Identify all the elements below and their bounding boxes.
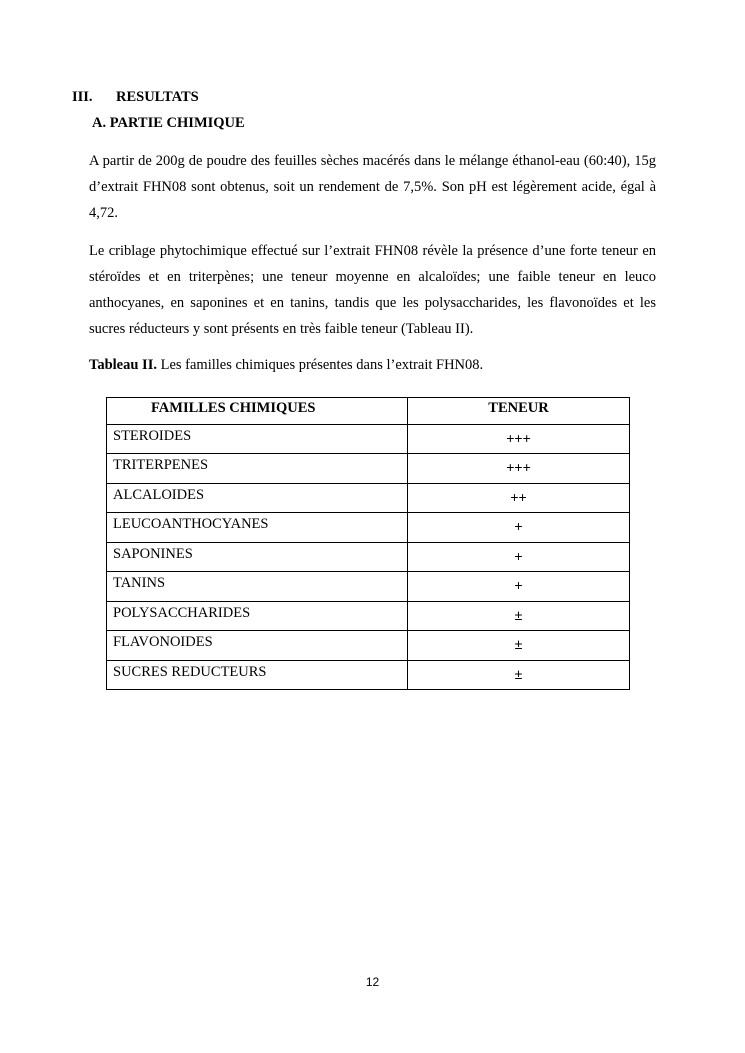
section-heading [72, 89, 199, 106]
content-cell: +++ [408, 424, 630, 454]
content-cell: +++ [408, 454, 630, 484]
subsection-heading: A. PARTIE CHIMIQUE [92, 115, 245, 131]
table-caption-label: Tableau II. [89, 357, 157, 373]
section-title: RESULTATS [116, 89, 199, 105]
content-cell: ± [408, 660, 630, 690]
family-cell: POLYSACCHARIDES [107, 601, 408, 631]
content-cell: + [408, 572, 630, 602]
table-row [107, 513, 630, 543]
content-cell: + [408, 513, 630, 543]
content-cell: ++ [408, 483, 630, 513]
table-caption-text: Les familles chimiques présentes dans l’extrait FHN08. [156, 357, 484, 373]
section-number: III. [72, 89, 93, 105]
family-cell: FLAVONOIDES [107, 631, 408, 661]
family-cell: SUCRES REDUCTEURS [107, 660, 408, 690]
content-cell: + [408, 542, 630, 572]
family-cell: LEUCOANTHOCYANES [107, 513, 408, 543]
family-cell: STEROIDES [107, 424, 408, 454]
family-cell: SAPONINES [107, 542, 408, 572]
family-cell: TANINS [107, 572, 408, 602]
header-content: TENEUR [408, 398, 630, 425]
content-cell: ± [408, 631, 630, 661]
family-cell: TRITERPENES [107, 454, 408, 484]
paragraph-screening: Le criblage phytochimique effectué sur l’extrait FHN08 révèle la présence d’une forte teneur en stéroïdes et en triterpènes; une teneur moyenne en alcaloïdes; une faible teneur en leuco anthocyanes, en saponines et en tanins, tandis que les polysaccharides, les flavonoïdes et les sucres réducteurs y sont présents en très faible teneur (Tableau II). [89, 243, 656, 337]
paragraph-yield: A partir de 200g de poudre des feuilles sèches macérés dans le mélange éthanol-eau (60:40), 15g d’extrait FHN08 sont obtenus, soit un rendement de 7,5%. Son pH est légèrement acide, égal à 4,72. [89, 153, 656, 221]
table-row [107, 542, 630, 572]
table-row [107, 483, 630, 513]
table-body [107, 424, 630, 690]
table-row [107, 631, 630, 661]
table-row [107, 454, 630, 484]
header-families: FAMILLES CHIMIQUES [107, 398, 408, 425]
family-cell: ALCALOIDES [107, 483, 408, 513]
page-number: 12 [365, 975, 380, 989]
chemical-families-table [106, 397, 630, 690]
table-header-row [107, 398, 630, 425]
table-row [107, 601, 630, 631]
table-caption [89, 357, 483, 374]
table-row [107, 572, 630, 602]
content-cell: ± [408, 601, 630, 631]
table-row [107, 424, 630, 454]
table-row [107, 660, 630, 690]
